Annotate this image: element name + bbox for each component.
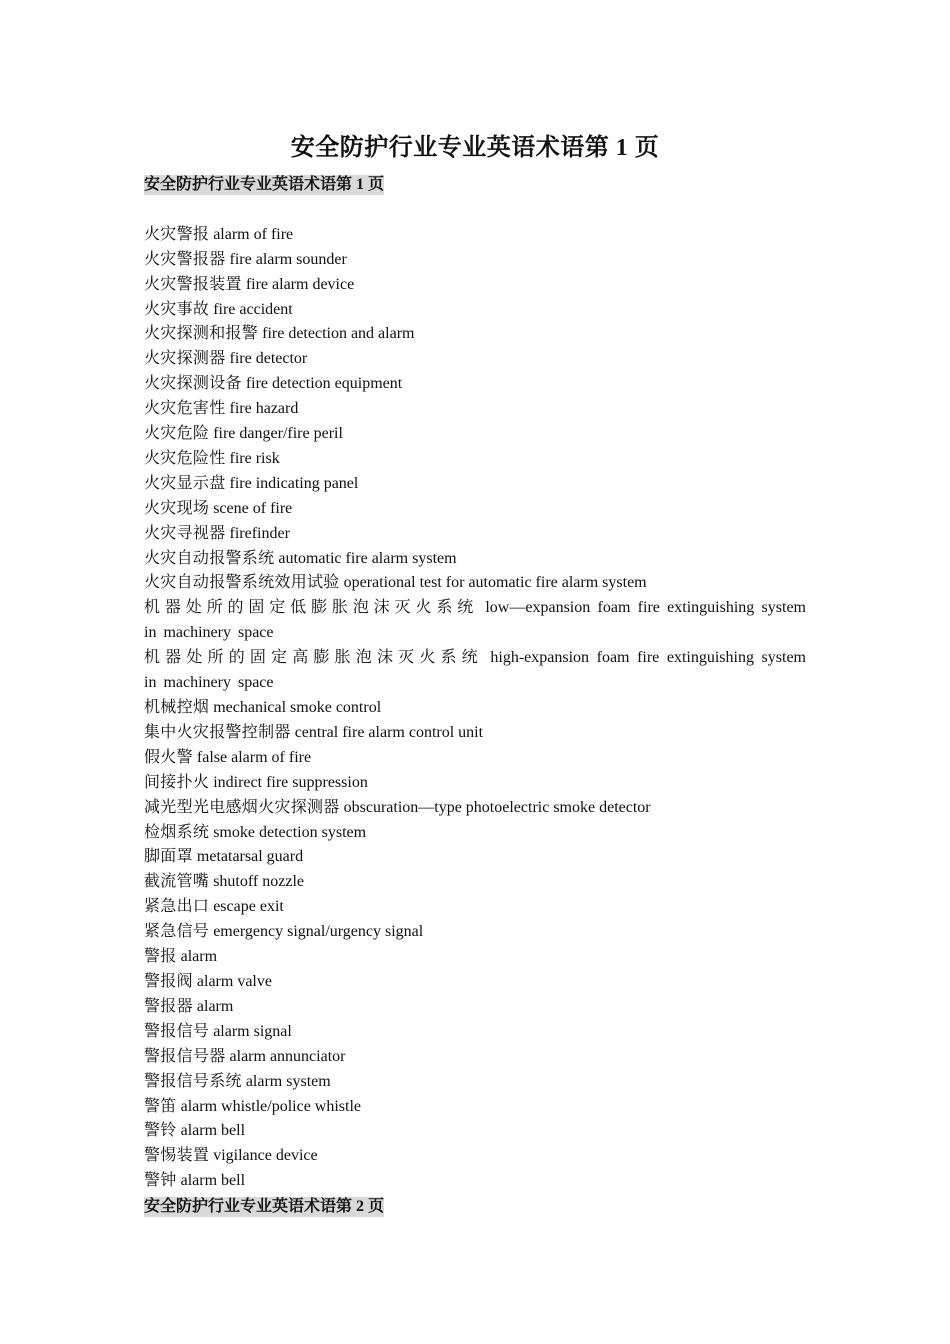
term-english: alarm: [180, 948, 218, 966]
term-entry: [144, 696, 806, 721]
term-entry: [144, 1020, 806, 1045]
term-english: automatic fire alarm system: [278, 549, 457, 567]
term-chinese: 警笛: [144, 1097, 177, 1115]
term-english: fire detector: [229, 350, 308, 368]
term-entry: [144, 596, 806, 646]
term-chinese: 机器处所的固定高膨胀泡沫灭火系统: [144, 649, 483, 667]
term-english: alarm bell: [180, 1172, 246, 1190]
term-entry: [144, 1144, 806, 1169]
document-body: [144, 173, 806, 1219]
term-entry: [144, 547, 806, 572]
term-chinese: 集中火灾报警控制器: [144, 723, 291, 741]
term-english: alarm bell: [180, 1122, 246, 1140]
term-entry: [144, 522, 806, 547]
document-title: 安全防护行业专业英语术语第 1 页: [290, 135, 660, 161]
term-chinese: 火灾警报: [144, 225, 210, 243]
term-english: escape exit: [213, 898, 284, 916]
term-entry: [144, 771, 806, 796]
term-english: fire hazard: [229, 400, 299, 418]
section-heading-page-2: 安全防护行业专业英语术语第 2 页: [144, 1197, 385, 1215]
term-entry: [144, 796, 806, 821]
term-english: shutoff nozzle: [213, 873, 304, 891]
term-english: fire detection equipment: [245, 375, 403, 393]
term-english: alarm annunciator: [229, 1047, 346, 1065]
term-english: vigilance device: [213, 1147, 318, 1165]
term-entry: [144, 870, 806, 895]
term-entry: [144, 845, 806, 870]
term-entry: [144, 472, 806, 497]
term-english: indirect fire suppression: [213, 773, 368, 791]
term-entry: [144, 1070, 806, 1095]
term-english: alarm of fire: [213, 225, 294, 243]
term-entry: [144, 721, 806, 746]
term-entry: [144, 347, 806, 372]
term-english: fire risk: [229, 449, 280, 467]
term-chinese: 火灾寻视器: [144, 524, 226, 542]
term-chinese: 假火警: [144, 748, 193, 766]
term-entry: [144, 821, 806, 846]
term-chinese: 机械控烟: [144, 699, 210, 716]
term-chinese: 紧急信号: [144, 923, 210, 941]
term-entry: [144, 571, 806, 596]
term-chinese: 火灾警报器: [144, 250, 226, 268]
term-entry: [144, 248, 806, 273]
term-english: firefinder: [229, 524, 290, 542]
term-english: operational test for automatic fire alarm system: [343, 574, 647, 592]
term-entry: [144, 646, 806, 696]
term-english: fire danger/fire peril: [213, 425, 343, 443]
term-chinese: 火灾探测设备: [144, 375, 242, 393]
term-entry: [144, 397, 806, 422]
term-english: alarm signal: [213, 1022, 292, 1040]
term-english: low—expansion foam fire extinguishing system in machinery space: [144, 599, 806, 642]
term-chinese: 警报信号: [144, 1022, 210, 1040]
term-entry: [144, 746, 806, 771]
section-heading-page-1: 安全防护行业专业英语术语第 1 页: [144, 176, 385, 194]
term-entry: [144, 447, 806, 472]
term-entry: [144, 273, 806, 298]
term-chinese: 火灾事故: [144, 300, 210, 318]
term-english: central fire alarm control unit: [294, 723, 484, 741]
term-chinese: 火灾危害性: [144, 400, 226, 418]
term-chinese: 检烟系统: [144, 823, 210, 841]
term-chinese: 紧急出口: [144, 898, 210, 916]
term-english: alarm system: [245, 1072, 331, 1090]
term-entry: [144, 945, 806, 970]
term-entry: [144, 497, 806, 522]
term-entry: [144, 1119, 806, 1144]
term-entry: [144, 1045, 806, 1070]
term-chinese: 火灾探测器: [144, 350, 226, 368]
term-entry: [144, 422, 806, 447]
term-english: scene of fire: [213, 499, 293, 517]
term-english: alarm valve: [196, 972, 272, 990]
term-chinese: 警报器: [144, 997, 193, 1015]
term-chinese: 机器处所的固定低膨胀泡沫灭火系统: [144, 599, 479, 617]
term-english: obscuration—type photoelectric smoke detector: [343, 798, 651, 816]
term-entry: [144, 995, 806, 1020]
term-entry: [144, 920, 806, 945]
term-english: mechanical smoke control: [213, 699, 382, 716]
term-chinese: 警报信号器: [144, 1047, 226, 1065]
term-chinese: 警报信号系统: [144, 1072, 242, 1090]
term-english: fire indicating panel: [229, 474, 359, 492]
term-english: alarm: [196, 997, 234, 1015]
term-entry: [144, 895, 806, 920]
term-chinese: 警钟: [144, 1172, 177, 1190]
term-entry: [144, 1095, 806, 1120]
term-chinese: 截流管嘴: [144, 873, 210, 891]
term-chinese: 火灾显示盘: [144, 474, 226, 492]
term-entry: [144, 970, 806, 995]
term-chinese: 警报: [144, 948, 177, 966]
term-list: [144, 223, 806, 1194]
term-entry: [144, 298, 806, 323]
term-entry: [144, 1169, 806, 1194]
term-english: metatarsal guard: [196, 848, 304, 866]
term-entry: [144, 322, 806, 347]
term-english: emergency signal/urgency signal: [213, 923, 424, 941]
term-chinese: 脚面罩: [144, 848, 193, 866]
term-chinese: 火灾探测和报警: [144, 325, 259, 343]
blank-line: [144, 198, 806, 223]
term-chinese: 减光型光电感烟火灾探测器: [144, 798, 340, 816]
term-english: smoke detection system: [213, 823, 367, 841]
term-english: fire alarm sounder: [229, 250, 347, 268]
term-chinese: 警惕装置: [144, 1147, 210, 1165]
term-chinese: 火灾危险性: [144, 449, 226, 467]
term-entry: [144, 372, 806, 397]
term-chinese: 火灾自动报警系统效用试验: [144, 574, 340, 592]
term-english: false alarm of fire: [196, 748, 312, 766]
term-english: fire accident: [213, 300, 293, 318]
term-chinese: 火灾自动报警系统: [144, 549, 275, 567]
term-chinese: 警铃: [144, 1122, 177, 1140]
term-chinese: 火灾现场: [144, 499, 210, 517]
term-chinese: 间接扑火: [144, 773, 210, 791]
term-chinese: 警报阀: [144, 972, 193, 990]
term-english: fire detection and alarm: [262, 325, 415, 343]
term-entry: [144, 223, 806, 248]
term-english: alarm whistle/police whistle: [180, 1097, 362, 1115]
term-english: high-expansion foam fire extinguishing system in machinery space: [144, 649, 806, 692]
term-chinese: 火灾警报装置: [144, 275, 242, 293]
term-english: fire alarm device: [245, 275, 355, 293]
term-chinese: 火灾危险: [144, 425, 210, 443]
